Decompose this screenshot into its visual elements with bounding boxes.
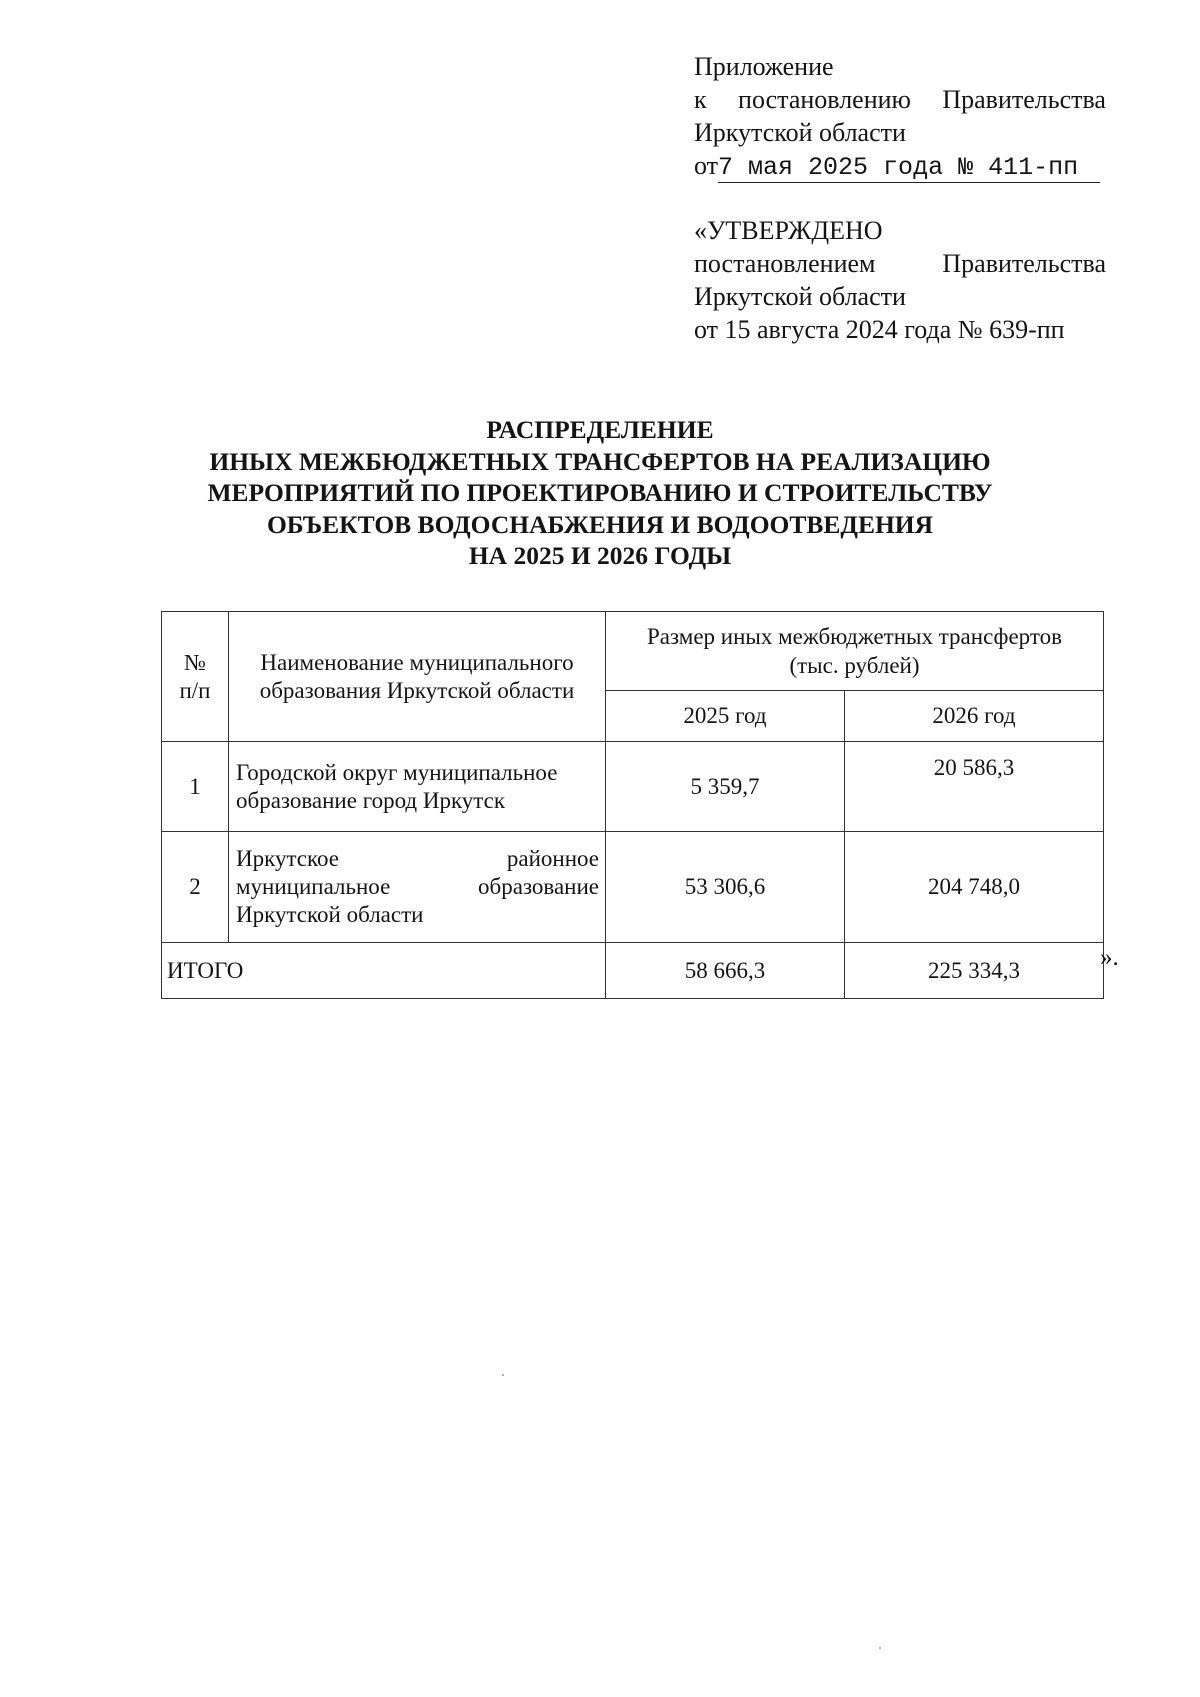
title-line-4: ОБЪЕКТОВ ВОДОСНАБЖЕНИЯ И ВОДООТВЕДЕНИЯ — [266, 509, 934, 539]
row-2-name — [229, 832, 606, 943]
table-row — [162, 742, 1104, 832]
header-transfers-group-cell — [606, 612, 1104, 691]
row-2-word-rayonnoe: районное — [506, 846, 599, 871]
row-2-value-2025: 53 306,6 — [606, 832, 845, 943]
header-name-line-1: Наименование муниципального — [260, 649, 574, 675]
annex-line-2 — [694, 83, 1106, 116]
table-header-row-1 — [162, 612, 1104, 691]
approved-word-resolution: постановлением — [694, 249, 876, 278]
annex-word-k: к — [694, 85, 707, 114]
closing-quote: ». — [1100, 944, 1119, 971]
annex-word-resolution: постановлению — [738, 85, 911, 114]
approved-line-1: «УТВЕРЖДЕНО — [694, 216, 883, 245]
row-1-name — [229, 742, 606, 832]
title-line-3: МЕРОПРИЯТИЙ ПО ПРОЕКТИРОВАНИЮ И СТРОИТЕЛЬСТВУ — [207, 478, 993, 507]
annex-line-3: Иркутской области — [694, 118, 906, 147]
annex-date-line — [694, 149, 1114, 183]
row-1-value-2026: 20 586,3 — [845, 742, 1104, 832]
distribution-table — [161, 611, 1104, 999]
header-name-line-2: образования Иркутской области — [259, 677, 575, 703]
title-line-5: НА 2025 И 2026 ГОДЫ — [468, 541, 732, 570]
header-year-2026: 2026 год — [845, 691, 1104, 742]
title-line-2: ИНЫХ МЕЖБЮДЖЕТНЫХ ТРАНСФЕРТОВ НА РЕАЛИЗАЦИЮ — [209, 446, 991, 476]
annex-date-value: 7 мая 2025 года № 411-пп — [718, 154, 1100, 183]
header-group-line-1: Размер иных межбюджетных трансфертов — [647, 624, 1062, 649]
header-group-line-2: (тыс. рублей) — [789, 653, 920, 678]
row-1-value-2025: 5 359,7 — [606, 742, 845, 832]
row-2-value-2026: 204 748,0 — [845, 832, 1104, 943]
approved-line-2 — [694, 247, 1106, 280]
approved-line-3: Иркутской области — [694, 282, 906, 311]
row-2-name-line-1 — [236, 845, 599, 873]
table-row — [162, 832, 1104, 943]
total-label: ИТОГО — [162, 943, 606, 999]
annex-word-government: Правительства — [942, 85, 1106, 114]
total-value-2025: 58 666,3 — [606, 943, 845, 999]
row-2-word-irkutskoe: Иркутское — [236, 846, 339, 871]
approved-line-4: от 15 августа 2024 года № 639-пп — [694, 315, 1065, 344]
row-2-word-municipal: муниципальное — [236, 874, 391, 899]
annex-block — [694, 50, 1114, 183]
scan-speck — [502, 1374, 504, 1376]
row-2-word-obrazovanie: образование — [478, 874, 599, 899]
header-num-abbr: п/п — [179, 677, 211, 703]
approved-word-government: Правительства — [942, 249, 1106, 278]
row-1-num: 1 — [162, 742, 229, 832]
total-value-2026: 225 334,3 — [845, 943, 1104, 999]
approved-block — [694, 214, 1114, 346]
table-total-row — [162, 943, 1104, 999]
row-1-name-line-1: Городской округ муниципальное — [236, 759, 558, 785]
annex-date-prefix: от — [694, 151, 719, 180]
title-line-1: РАСПРЕДЕЛЕНИЕ — [486, 415, 714, 444]
row-2-num: 2 — [162, 832, 229, 943]
header-num-cell — [162, 612, 229, 742]
annex-line-1: Приложение — [694, 52, 834, 81]
row-2-name-line-3: Иркутской области — [236, 902, 424, 927]
row-1-name-line-2: образование город Иркутск — [236, 787, 506, 813]
header-name-cell — [229, 612, 606, 742]
header-year-2025: 2025 год — [606, 691, 845, 742]
row-2-name-line-2 — [236, 873, 599, 901]
header-num-sign: № — [184, 649, 206, 675]
document-title — [120, 414, 1080, 572]
scan-speck — [879, 1647, 881, 1649]
